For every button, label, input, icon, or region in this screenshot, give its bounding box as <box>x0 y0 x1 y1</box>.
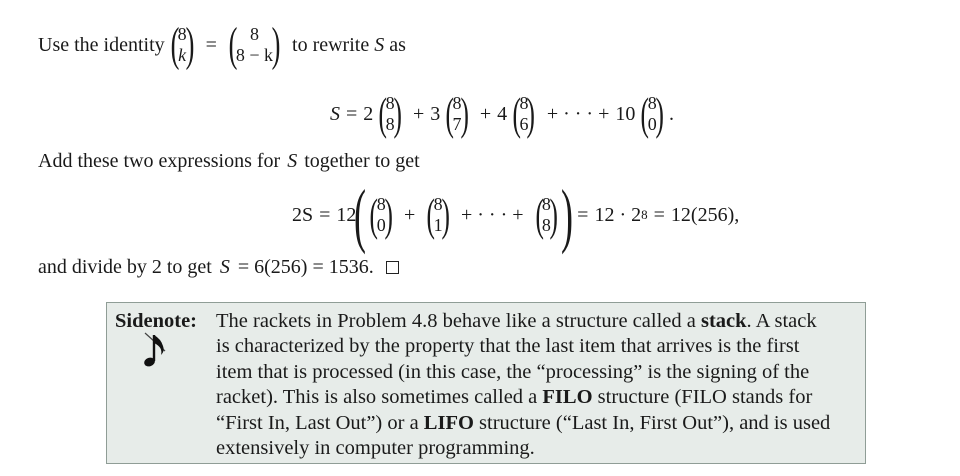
coefficient: 4 <box>497 102 508 125</box>
plus: + <box>404 203 416 226</box>
binomial-8-k: ( 8 k ) <box>170 18 195 71</box>
binomial-term: ( 8 7 ) <box>445 88 469 139</box>
variable-s: S <box>374 33 385 56</box>
sidenote-line <box>115 360 859 385</box>
term-stack: stack <box>700 310 747 332</box>
sidenote-line <box>115 411 859 436</box>
text: structure (“Last In, First Out”), and is used <box>473 411 831 434</box>
binom-top: 8 <box>249 24 259 44</box>
binom-bottom: 0 <box>647 114 657 134</box>
text: together to get <box>304 150 420 172</box>
text: extensively in computer programming. <box>216 437 535 460</box>
coefficient: 12 <box>336 203 357 226</box>
text: to rewrite <box>292 33 370 56</box>
variable-s: S <box>287 150 298 172</box>
period: . <box>669 102 675 125</box>
sidenote-line <box>115 385 859 410</box>
binom-bottom: 8 <box>385 114 395 134</box>
coefficient: 3 <box>430 102 441 125</box>
add-expressions-line <box>38 150 420 173</box>
binom-bottom: 8 − k <box>235 45 274 65</box>
binom-top: 8 <box>433 194 443 214</box>
binomial-term: ( 8 8 ) <box>534 189 558 240</box>
identity-line <box>38 20 406 70</box>
result-value: 12(256), <box>670 203 740 226</box>
plus: + <box>479 102 492 125</box>
text: is characterized by the property that the last item that arrives is the first <box>216 335 800 358</box>
result-power: 12 · 2 <box>594 203 642 226</box>
term-filo: FILO <box>542 386 593 409</box>
text: “First In, Last Out”) or a <box>216 411 424 434</box>
binomial-8-8-minus-k: ( 8 8 − k ) <box>228 18 281 71</box>
sidenote-line <box>115 436 859 461</box>
equals: = <box>205 33 217 56</box>
text: and divide by 2 to get <box>38 256 212 278</box>
sidenote-line <box>115 309 859 334</box>
ellipsis: + · · · + <box>460 203 524 226</box>
binomial-term: ( 8 0 ) <box>369 189 393 240</box>
exponent: 8 <box>641 207 648 222</box>
variable-s: S <box>330 102 340 125</box>
text: = 6(256) = 1536. <box>237 256 374 278</box>
sum-s-equation <box>330 84 674 144</box>
lhs-2s: 2S <box>292 203 314 226</box>
ellipsis: + · · · + <box>546 102 610 125</box>
variable-s: S <box>219 256 230 278</box>
equals: = <box>319 203 331 226</box>
sidenote-label: Sidenote: <box>115 310 197 332</box>
text: . A stack <box>746 310 817 332</box>
sidenote-line <box>115 334 859 359</box>
text: The rackets in Problem 4.8 behave like a structure called a <box>216 310 701 332</box>
binomial-term: ( 8 6 ) <box>512 88 536 139</box>
text: item that is processed (in this case, the “processing” is the signing of the <box>216 360 810 383</box>
text: Add these two expressions for <box>38 150 281 172</box>
coefficient: 2 <box>363 102 374 125</box>
qed-square-icon <box>386 261 399 274</box>
sidenote-box <box>106 302 866 464</box>
binom-top: 8 <box>647 93 657 113</box>
binom-top: 8 <box>541 194 551 214</box>
binom-bottom: 6 <box>519 114 529 134</box>
sum-2s-equation <box>292 175 740 255</box>
coefficient: 10 <box>615 102 636 125</box>
binomial-term: ( 8 0 ) <box>640 88 664 139</box>
sidenote-text <box>115 309 859 461</box>
text: as <box>389 33 406 56</box>
term-lifo: LIFO <box>423 411 474 434</box>
binom-top: 8 <box>385 93 395 113</box>
binom-bottom: 7 <box>452 114 462 134</box>
text: racket). This is also sometimes called a <box>216 386 543 409</box>
binom-top: 8 <box>177 24 187 44</box>
binom-bottom: 0 <box>376 215 386 235</box>
binom-bottom: 1 <box>433 215 443 235</box>
equals: = <box>577 203 589 226</box>
binom-bottom: 8 <box>541 215 551 235</box>
big-right-paren: ) <box>561 175 574 255</box>
binomial-term: ( 8 8 ) <box>378 88 402 139</box>
binom-top: 8 <box>519 93 529 113</box>
text: Use the identity <box>38 33 165 56</box>
plus: + <box>412 102 425 125</box>
binom-top: 8 <box>452 93 462 113</box>
binomial-term: ( 8 1 ) <box>426 189 450 240</box>
big-left-paren: ( <box>354 175 367 255</box>
equals: = <box>346 102 358 125</box>
conclusion-line <box>38 256 399 279</box>
equals: = <box>653 203 665 226</box>
binom-bottom: k <box>178 45 187 65</box>
binom-top: 8 <box>376 194 386 214</box>
text: structure (FILO stands for <box>592 386 813 409</box>
